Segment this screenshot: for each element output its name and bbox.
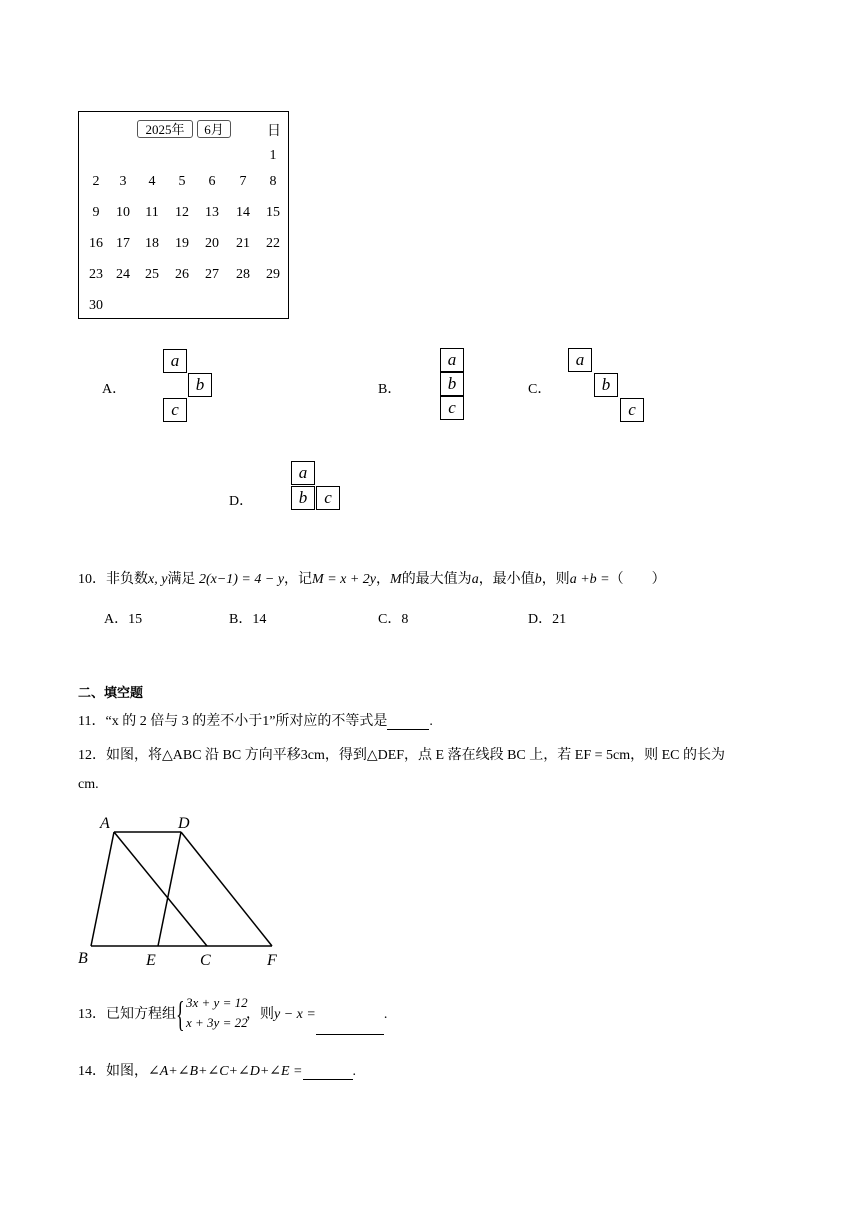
q11-text: 11．“x 的 2 倍与 3 的差不小于1”所对应的不等式是 — [78, 714, 388, 729]
option-b-cell-a: a — [440, 348, 464, 372]
q13-expr: y − x = — [274, 1007, 316, 1023]
calendar-day[interactable]: 15 — [266, 205, 280, 220]
calendar-day[interactable]: 13 — [205, 205, 219, 220]
q13-end: . — [383, 1007, 388, 1023]
calendar-day[interactable]: 2 — [92, 174, 100, 189]
section-title: 二、填空题 — [78, 686, 144, 701]
calendar-day[interactable]: 28 — [236, 267, 250, 282]
q11-end: . — [429, 714, 433, 729]
label-c: C — [200, 952, 211, 969]
option-c-cell-a: a — [568, 348, 592, 372]
calendar-day[interactable]: 20 — [205, 236, 219, 251]
calendar-day[interactable]: 25 — [145, 267, 159, 282]
calendar-day[interactable]: 23 — [89, 267, 103, 282]
segment-ab — [91, 832, 114, 946]
calendar-day[interactable]: 16 — [89, 236, 103, 251]
year-select[interactable]: 2025年 — [137, 120, 193, 138]
calendar-day[interactable]: 7 — [239, 174, 247, 189]
q13-eq-2: x + 3y = 22 — [186, 1015, 248, 1030]
option-a-cell-c: c — [163, 398, 187, 422]
q12-line-1: 12．如图，将△ABC 沿 BC 方向平移3cm，得到△DEF，点 E 落在线段 BC 上，若 EF = 5cm，则 EC 的长为 — [78, 748, 725, 763]
calendar-day[interactable]: 22 — [266, 236, 280, 251]
q10-stem-4: ， — [376, 572, 391, 587]
option-c-label: C． — [528, 382, 552, 397]
question-10 — [78, 568, 666, 588]
q10-a: a — [471, 572, 479, 587]
q10-choice-b: B．14 — [229, 612, 267, 627]
q10-stem-2: 满足 — [167, 572, 196, 587]
q14-answer-blank[interactable] — [303, 1065, 353, 1080]
option-d-cell-a: a — [291, 461, 315, 485]
q10-equation: 2(x−1) = 4 − y — [198, 572, 285, 587]
question-11 — [78, 710, 433, 730]
q13-prefix: 13．已知方程组 — [78, 1007, 176, 1023]
q14-end: . — [352, 1064, 356, 1079]
label-e: E — [146, 952, 156, 969]
q13-mid: ，则 — [246, 1007, 274, 1023]
calendar-day[interactable]: 3 — [119, 174, 127, 189]
q10-stem-1: 10．非负数 — [78, 572, 148, 587]
calendar-day[interactable]: 5 — [178, 174, 186, 189]
brace-icon: { — [176, 994, 185, 1034]
equation-system — [176, 995, 246, 1035]
translation-figure — [70, 810, 290, 970]
question-14 — [78, 1060, 356, 1080]
calendar — [78, 111, 289, 319]
q10-choice-c: C．8 — [378, 612, 409, 627]
calendar-day[interactable]: 12 — [175, 205, 189, 220]
q10-stem-5: 的最大值为 — [401, 572, 472, 587]
calendar-day[interactable]: 17 — [116, 236, 130, 251]
calendar-day[interactable]: 27 — [205, 267, 219, 282]
q10-b: b — [534, 572, 542, 587]
option-d-label: D． — [229, 494, 254, 509]
calendar-day[interactable]: 10 — [116, 205, 130, 220]
calendar-day[interactable]: 11 — [145, 205, 159, 220]
calendar-day[interactable]: 26 — [175, 267, 189, 282]
calendar-day[interactable]: 29 — [266, 267, 280, 282]
q10-stem-3: ，记 — [284, 572, 313, 587]
calendar-day[interactable]: 4 — [148, 174, 156, 189]
option-c-cell-c: c — [620, 398, 644, 422]
q10-stem-7: ，则 — [541, 572, 570, 587]
calendar-day[interactable]: 24 — [116, 267, 130, 282]
option-d-cell-c: c — [316, 486, 340, 510]
calendar-day[interactable]: 18 — [145, 236, 159, 251]
option-a-cell-b: b — [188, 373, 212, 397]
q10-choice-d: D．21 — [528, 612, 567, 627]
calendar-day[interactable]: 9 — [92, 205, 100, 220]
label-a: A — [100, 815, 110, 832]
q13-eq-1: 3x + y = 12 — [186, 995, 248, 1010]
q12-unit: cm — [78, 777, 96, 792]
question-13 — [78, 995, 387, 1035]
option-c-cell-b: b — [594, 373, 618, 397]
calendar-day[interactable]: 19 — [175, 236, 189, 251]
calendar-day[interactable]: 21 — [236, 236, 250, 251]
q14-expr: ∠A+∠B+∠C+∠D+∠E = — [148, 1064, 303, 1079]
label-d: D — [178, 815, 190, 832]
q14-prefix: 14．如图， — [78, 1064, 148, 1079]
q13-answer-blank[interactable] — [316, 1020, 384, 1035]
segment-df — [181, 832, 272, 946]
q12-line-2 — [78, 777, 99, 793]
q10-paren: （ ） — [609, 572, 666, 587]
calendar-day[interactable]: 14 — [236, 205, 250, 220]
calendar-day[interactable]: 1 — [269, 148, 277, 163]
option-b-cell-c: c — [440, 396, 464, 420]
q12-end: . — [95, 777, 99, 792]
month-select[interactable]: 6月 — [197, 120, 231, 138]
segment-ac — [114, 832, 207, 946]
option-a-label: A． — [102, 382, 127, 397]
q10-sum: a +b = — [569, 572, 610, 587]
calendar-day[interactable]: 6 — [208, 174, 216, 189]
option-b-cell-b: b — [440, 372, 464, 396]
q10-choice-a: A．15 — [104, 612, 143, 627]
sunday-header: 日 — [267, 124, 281, 139]
label-b: B — [78, 950, 88, 967]
q11-answer-blank[interactable] — [387, 715, 429, 730]
calendar-day[interactable]: 30 — [89, 298, 103, 313]
option-d-cell-b: b — [291, 486, 315, 510]
calendar-day[interactable]: 8 — [269, 174, 277, 189]
q10-xy: x, y — [148, 572, 168, 587]
q10-m-def: M = x + 2y — [312, 572, 377, 587]
label-f: F — [267, 952, 277, 969]
option-a-cell-a: a — [163, 349, 187, 373]
option-b-label: B． — [378, 382, 402, 397]
q10-m: M — [390, 572, 402, 587]
q10-stem-6: ，最小值 — [478, 572, 535, 587]
